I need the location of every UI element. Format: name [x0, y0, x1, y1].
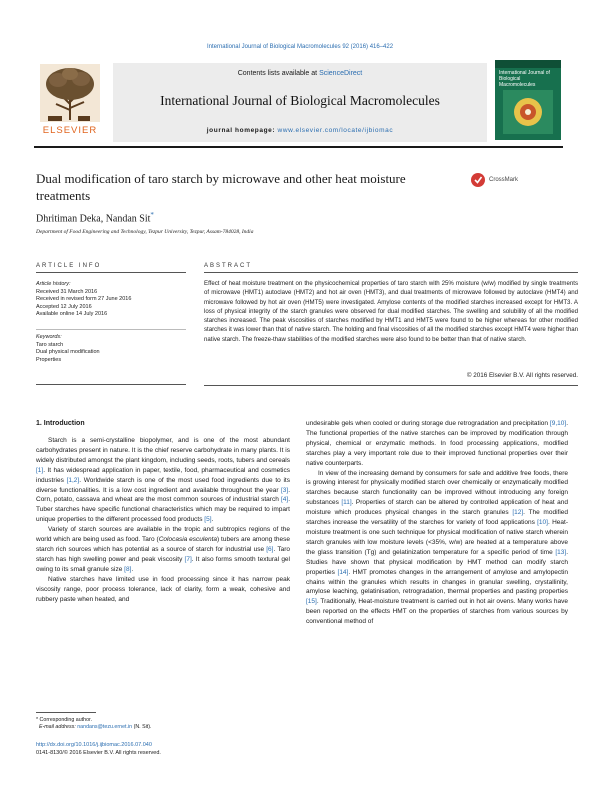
author-names: Dhritiman Deka, Nandan Sit — [36, 213, 151, 225]
history-item: Available online 14 July 2016 — [36, 311, 108, 317]
introduction-heading: 1. Introduction — [36, 420, 85, 427]
intro-paragraph-3-continued: undesirable gels when cooled or during storage due retrogradation and precipitation [9,10]. The functional properties of the native starches can be improved by modification through physical, chemical or enzymatic methods. In food processing applications, modified starches play a very important role due to their improved functional properties over their native counterparts. — [306, 420, 568, 467]
cover-artwork — [503, 90, 553, 134]
footnote-corresponding: Corresponding author. — [39, 717, 92, 723]
footnote-corresponding-line — [36, 717, 290, 724]
history-item: Received in revised form 27 June 2016 — [36, 296, 132, 302]
cover-title-line2: Biological Macromolecules — [499, 76, 536, 88]
contents-prefix: Contents lists available at — [237, 70, 320, 77]
body-column-left — [36, 436, 290, 604]
issn-copyright: 0141-8130/© 2016 Elsevier B.V. All rights reserved. — [36, 750, 161, 756]
email-suffix: (N. Sit). — [132, 724, 152, 730]
footnote-rule — [36, 712, 96, 713]
journal-homepage-line — [113, 127, 487, 134]
intro-paragraph-2: Variety of starch sources are available in the tropic and subtropics regions of the world which are being used as food. Taro (Colocasia esculenta) tubers are among these starch rich sources which has potential as a source of starch for industrial use [6]. Taro starch has high swelling power and peak viscosity [7]. It also forms smooth textural gel owing to its small granule size [8]. — [36, 526, 290, 573]
keyword-item: Properties — [36, 356, 62, 363]
article-title: Dual modification of taro starch by microwave and other heat moisture treatments — [36, 171, 406, 203]
homepage-label: journal homepage: — [206, 127, 278, 134]
citation-link[interactable]: [1,2] — [66, 476, 80, 484]
abstract-bottom-rule — [204, 385, 578, 386]
publisher-name: ELSEVIER — [42, 125, 98, 136]
citation-link[interactable]: [8] — [124, 565, 132, 573]
article-history-label: Article history: — [36, 281, 71, 287]
crossmark-icon[interactable] — [470, 172, 488, 188]
homepage-link[interactable]: www.elsevier.com/locate/ijbiomac — [277, 127, 394, 134]
article-history — [36, 281, 186, 319]
citation-link[interactable]: [6] — [266, 545, 274, 553]
elsevier-tree-logo — [34, 60, 106, 130]
history-item: Accepted 12 July 2016 — [36, 303, 92, 310]
abstract-heading: ABSTRACT — [204, 263, 253, 269]
citation-link[interactable]: [14] — [337, 568, 349, 576]
citation-link[interactable]: [11] — [341, 499, 352, 507]
citation-link[interactable]: [9,10] — [549, 420, 567, 427]
cover-top-bar — [495, 60, 561, 68]
citation-link[interactable]: [7] — [184, 555, 192, 563]
keyword-item: Taro starch — [36, 341, 64, 348]
citation-link[interactable]: [3] — [280, 486, 289, 494]
keywords-label: Keywords: — [36, 334, 62, 340]
citation-link[interactable]: [5] — [204, 516, 212, 524]
doi-block — [36, 741, 290, 757]
email-label: E-mail address: — [38, 724, 78, 730]
keywords-block — [36, 334, 186, 364]
journal-cover-image — [495, 60, 561, 140]
corresponding-author-mark[interactable]: * — [150, 211, 154, 219]
abstract-copyright: © 2016 Elsevier B.V. All rights reserved. — [466, 372, 578, 379]
masthead-rule — [34, 146, 563, 148]
authors — [36, 211, 154, 224]
journal-citation[interactable]: International Journal of Biological Macromolecules 92 (2016) 416–422 — [206, 44, 394, 50]
cover-title-line1: International Journal of — [499, 70, 550, 76]
journal-name: International Journal of Biological Macromolecules — [160, 93, 440, 108]
crossmark-label[interactable]: CrossMark — [489, 177, 519, 183]
footnote-email-line — [36, 724, 290, 731]
abstract-rule — [204, 272, 578, 273]
intro-paragraph-4: In view of the increasing demand by consumers for safe and additive free foods, there is growing interest for physically modified starch over chemically or enzymatically modified starches because starch functionality can be improved without introducing any foreign substances [11]. Properties of starch can be altered by controlled application of heat and moisture which produces physical changes in the starch granules [12]. The modified starches increase the versatility of the starches for variety of food applications [10]. Heat-moisture treatment is one such technique for physical modification of native starch wherein starch granules with low moisture levels (<35%, w/w) are heated at a temperature above the glass transition (Tg) and gelatinization temperature for a specific period of time [13]. Studies have shown that physical modification by HMT method can modify starch properties [14]. HMT promotes changes in the arrangement of amylose and amylopectin chains within the granules which results in changes in granular swelling, crystallinity, amylose leaching, gelatinisation, retrogradation, thermal properties and pasting properties [15]. Traditionally, Heat-moisture treatment is carried out in hot air ovens. Many works have been reported on the effects HMT on the properties of starches from various sources by conventional method of — [306, 469, 568, 626]
email-link[interactable]: nandans@tezu.ernet.in — [77, 724, 133, 730]
citation-link[interactable]: [13] — [555, 548, 567, 556]
article-info-heading: ARTICLE INFO — [36, 263, 102, 269]
citation-link[interactable]: [10] — [537, 519, 548, 527]
footnote-mark: * — [36, 717, 39, 723]
doi-link[interactable]: http://dx.doi.org/10.1016/j.ijbiomac.2016.07.040 — [36, 742, 152, 748]
abstract-text: Effect of heat moisture treatment on the physicochemical properties of taro starch with 25% moisture (w/w) modified by single treatments of microwave (HMT1) autoclave (HMT2) and hot air oven (HMT3), and dual treatments of microwave followed by autoclave (HMT4) and microwave followed by hot air oven (HMT5) were investigated. Amylose contents of the modified starches increased except for HMT3. A loss of physical integrity of the starch granules were observed for dual modified starches. The swelling and solubility of all the modified starches increased. The peak viscosities of starches modified by HMT1 and HMT5 were found to be higher whereas for other modified starches it was lower than that of native starch. The holding and final viscosities of all the modified starches except HMT4 were higher than native starch. The freeze-thaw stabilities of the modified starches were also found to be better than that of native starch. — [204, 280, 578, 343]
history-item: Received 31 March 2016 — [36, 288, 98, 295]
cover-title — [499, 70, 557, 88]
intro-paragraph-1: Starch is a semi-crystalline biopolymer, and is one of the most abundant carbohydrates present in nature. It is the chief reserve carbohydrate in many plants. It is widely distributed amongst the plant kingdom, including seeds, roots, tubers and cereals [1]. It has widespread application in paper, textile, food, pharmaceutical and cosmetics industries [1,2]. Worldwide starch is one of the most used food ingredients due to its diverse functionalities. It is a low cost ingredient and available throughout the year [3]. Corn, potato, cassava and wheat are the most common sources of industrial starch [4]. Tuber starches have specific functional characteristics which may be required to impart unique properties to the different processed food products [5]. — [36, 437, 290, 524]
article-info-rule — [36, 272, 186, 273]
contents-line — [113, 70, 487, 77]
keyword-item: Dual physical modification — [36, 349, 100, 355]
article-info-bottom-rule — [36, 384, 186, 385]
sciencedirect-link[interactable]: ScienceDirect — [319, 70, 363, 77]
citation-link[interactable]: [1] — [36, 466, 44, 474]
citation-link[interactable]: [4] — [280, 496, 289, 504]
corresponding-author-footnote — [36, 717, 290, 731]
body-column-right — [306, 419, 568, 627]
intro-paragraph-3: Native starches have limited use in food processing since it has narrow peak viscosity range, poor process tolerance, lack of clarity, form a weak, cohesive and rubbery paste when heated, and — [36, 575, 290, 603]
info-divider — [36, 329, 186, 330]
citation-link[interactable]: [15] — [306, 598, 317, 606]
citation-link[interactable]: [12] — [512, 509, 524, 517]
affiliation: Department of Food Engineering and Technology, Tezpur University, Tezpur, Assam-784028, India — [36, 229, 254, 235]
